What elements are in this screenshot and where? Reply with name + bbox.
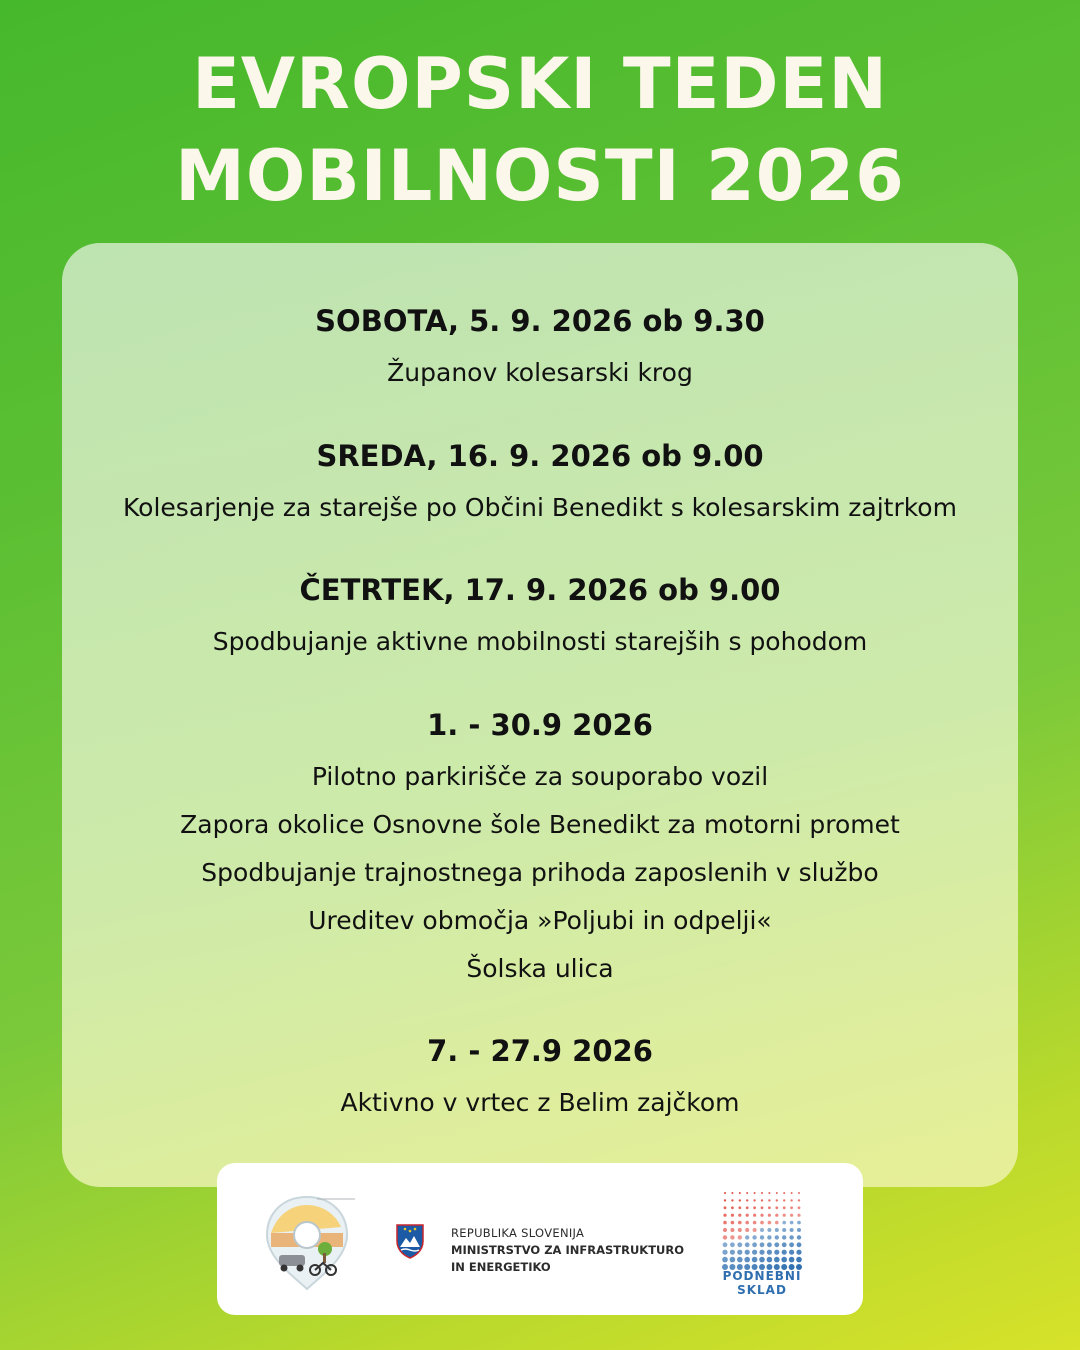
fund-logo-dot	[798, 1199, 800, 1201]
event-item: Ureditev območja »Poljubi in odpelji«	[308, 906, 772, 935]
fund-logo-dot	[760, 1242, 765, 1247]
fund-logo-dot	[791, 1192, 793, 1194]
event-block	[62, 570, 1018, 666]
fund-logo-dot	[797, 1214, 800, 1217]
fund-logo-dot	[775, 1221, 779, 1225]
fund-logo-dot	[745, 1250, 750, 1255]
fund-logo-dot	[737, 1242, 742, 1247]
fund-logo-dot	[783, 1192, 785, 1194]
fund-logo-dot	[731, 1221, 735, 1225]
fund-logo-dot	[797, 1242, 802, 1247]
fund-logo-dot	[731, 1192, 733, 1194]
fund-logo-dot	[797, 1235, 801, 1239]
fund-logo-dot	[790, 1214, 793, 1217]
fund-logo-dot	[722, 1257, 728, 1263]
events-card	[62, 243, 1018, 1187]
fund-logo-dot	[781, 1257, 787, 1263]
event-heading: 1. - 30.9 2026	[427, 708, 653, 742]
fund-label-line-1: PODNEBNI	[722, 1269, 802, 1283]
fund-logo-dot	[738, 1214, 741, 1217]
slovenia-coat-of-arms-icon	[395, 1223, 425, 1259]
fund-logo-dot	[731, 1214, 734, 1217]
fund-logo-dot	[774, 1250, 779, 1255]
fund-logo-dot	[783, 1199, 785, 1201]
fund-logo-dot	[767, 1235, 771, 1239]
fund-logo-dot	[767, 1242, 772, 1247]
fund-logo-dot	[753, 1199, 755, 1201]
fund-logo-dot	[782, 1221, 786, 1225]
fund-logo-dot	[768, 1192, 770, 1194]
fund-logo-dot	[745, 1235, 749, 1239]
fund-logo-dot	[783, 1206, 786, 1209]
event-block	[62, 1031, 1018, 1127]
event-block	[62, 436, 1018, 532]
event-item: Šolska ulica	[466, 954, 614, 983]
fund-logo-dot	[775, 1235, 779, 1239]
fund-logo-dot	[753, 1221, 757, 1225]
fund-logo-dot	[730, 1242, 735, 1247]
fund-label	[711, 1269, 813, 1297]
fund-logo-dot	[753, 1206, 756, 1209]
fund-logo-dot	[798, 1192, 800, 1194]
fund-logo-dot	[752, 1242, 757, 1247]
fund-logo-dot	[730, 1250, 735, 1255]
fund-logo-dot	[723, 1235, 727, 1239]
fund-logo-dot	[723, 1242, 728, 1247]
page-title	[0, 38, 1080, 222]
title-line-1: EVROPSKI TEDEN	[192, 43, 888, 125]
map-pin-mobility-logo-icon	[257, 1193, 357, 1293]
fund-logo-dot	[760, 1235, 764, 1239]
fund-logo-dot	[782, 1242, 787, 1247]
fund-logo-dot	[790, 1228, 794, 1232]
fund-logo-dot	[768, 1206, 771, 1209]
fund-logo-dot	[768, 1221, 772, 1225]
fund-logo-dot	[783, 1214, 786, 1217]
fund-logo-dot	[737, 1257, 743, 1263]
event-item: Županov kolesarski krog	[387, 358, 693, 387]
title-line-2: MOBILNOSTI 2026	[175, 135, 905, 217]
fund-logo-dot	[790, 1199, 792, 1201]
fund-logo-dot	[731, 1199, 733, 1201]
fund-logo-dot	[767, 1257, 773, 1263]
fund-logo-dot	[774, 1242, 779, 1247]
fund-logo-dot	[739, 1199, 741, 1201]
fund-logo-dot	[752, 1250, 757, 1255]
fund-logo-dot	[797, 1228, 801, 1232]
fund-logo-dot	[782, 1228, 786, 1232]
event-heading: SOBOTA, 5. 9. 2026 ob 9.30	[315, 304, 765, 338]
event-item: Pilotno parkirišče za souporabo vozil	[311, 762, 769, 791]
fund-logo-dot	[724, 1192, 726, 1194]
fund-logo-dot	[774, 1257, 780, 1263]
fund-logo-dot	[738, 1235, 742, 1239]
fund-logo-dot	[790, 1221, 794, 1225]
ministry-line-1: REPUBLIKA SLOVENIJA	[451, 1226, 585, 1240]
fund-logo-dot	[798, 1206, 801, 1209]
event-item: Kolesarjenje za starejše po Občini Benedikt s kolesarskim zajtrkom	[123, 493, 957, 522]
fund-label-line-2: SKLAD	[737, 1283, 787, 1297]
fund-logo-dot	[789, 1257, 795, 1263]
event-item: Spodbujanje trajnostnega prihoda zaposlenih v službo	[201, 858, 879, 887]
fund-logo-dot	[796, 1250, 801, 1255]
fund-logo-dot	[761, 1206, 764, 1209]
fund-logo-dot	[752, 1235, 756, 1239]
fund-logo-dot	[746, 1199, 748, 1201]
event-heading: SREDA, 16. 9. 2026 ob 9.00	[316, 439, 764, 473]
fund-logo-dot	[767, 1228, 771, 1232]
fund-logo-dot	[724, 1206, 727, 1209]
fund-logo-dot	[724, 1199, 726, 1201]
event-heading: ČETRTEK, 17. 9. 2026 ob 9.00	[299, 573, 781, 607]
fund-logo-dot	[738, 1228, 742, 1232]
fund-logo-dot	[745, 1221, 749, 1225]
fund-logo-dot	[760, 1214, 763, 1217]
fund-logo-dot	[768, 1199, 770, 1201]
fund-logo-dot	[746, 1214, 749, 1217]
fund-logo-dot	[761, 1199, 763, 1201]
fund-logo-dot	[745, 1242, 750, 1247]
fund-logo-dot	[768, 1214, 771, 1217]
sponsor-logos-bar	[217, 1163, 863, 1315]
fund-logo-dot	[775, 1214, 778, 1217]
fund-logo-dot	[731, 1206, 734, 1209]
fund-logo-dot	[761, 1192, 763, 1194]
fund-logo-dot	[789, 1235, 793, 1239]
fund-logo-dot	[723, 1221, 727, 1225]
fund-logo-dot	[730, 1228, 734, 1232]
event-block	[62, 705, 1018, 993]
fund-logo-dot	[776, 1192, 778, 1194]
fund-logo-dot	[738, 1221, 742, 1225]
fund-logo-dot	[759, 1257, 765, 1263]
fund-logo-dot	[730, 1235, 734, 1239]
ministry-line-3: IN ENERGETIKO	[451, 1260, 551, 1274]
fund-logo-dot	[738, 1206, 741, 1209]
fund-logo-dot	[789, 1250, 794, 1255]
fund-logo-dot	[752, 1257, 758, 1263]
fund-logo-dot	[790, 1206, 793, 1209]
fund-logo-dot	[723, 1228, 727, 1232]
fund-logo-dot	[746, 1192, 748, 1194]
fund-logo-dot	[789, 1242, 794, 1247]
fund-logo-dot	[775, 1228, 779, 1232]
fund-logo-dot	[730, 1257, 736, 1263]
event-item: Aktivno v vrtec z Belim zajčkom	[340, 1088, 740, 1117]
fund-logo-dot	[722, 1250, 727, 1255]
fund-logo-dot	[767, 1250, 772, 1255]
podnebni-sklad-dots-logo-icon	[721, 1189, 803, 1271]
event-heading: 7. - 27.9 2026	[427, 1034, 653, 1068]
fund-logo-dot	[782, 1235, 786, 1239]
fund-logo-dot	[746, 1206, 749, 1209]
event-item: Zapora okolice Osnovne šole Benedikt za motorni promet	[180, 810, 900, 839]
fund-logo-dot	[739, 1192, 741, 1194]
fund-logo-dot	[753, 1228, 757, 1232]
fund-logo-dot	[723, 1214, 726, 1217]
event-block	[62, 301, 1018, 397]
ministry-line-2: MINISTRSTVO ZA INFRASTRUKTURO	[451, 1243, 685, 1257]
fund-logo-dot	[753, 1214, 756, 1217]
fund-logo-dot	[775, 1206, 778, 1209]
fund-logo-dot	[744, 1257, 750, 1263]
fund-logo-dot	[737, 1250, 742, 1255]
ministry-text	[451, 1225, 684, 1276]
fund-logo-dot	[796, 1257, 802, 1263]
fund-logo-dot	[797, 1221, 801, 1225]
event-item: Spodbujanje aktivne mobilnosti starejših s pohodom	[212, 627, 868, 656]
fund-logo-dot	[782, 1250, 787, 1255]
fund-logo-dot	[776, 1199, 778, 1201]
fund-logo-dot	[754, 1192, 756, 1194]
fund-logo-dot	[760, 1228, 764, 1232]
fund-logo-dot	[745, 1228, 749, 1232]
fund-logo-dot	[760, 1221, 764, 1225]
fund-logo-dot	[759, 1250, 764, 1255]
